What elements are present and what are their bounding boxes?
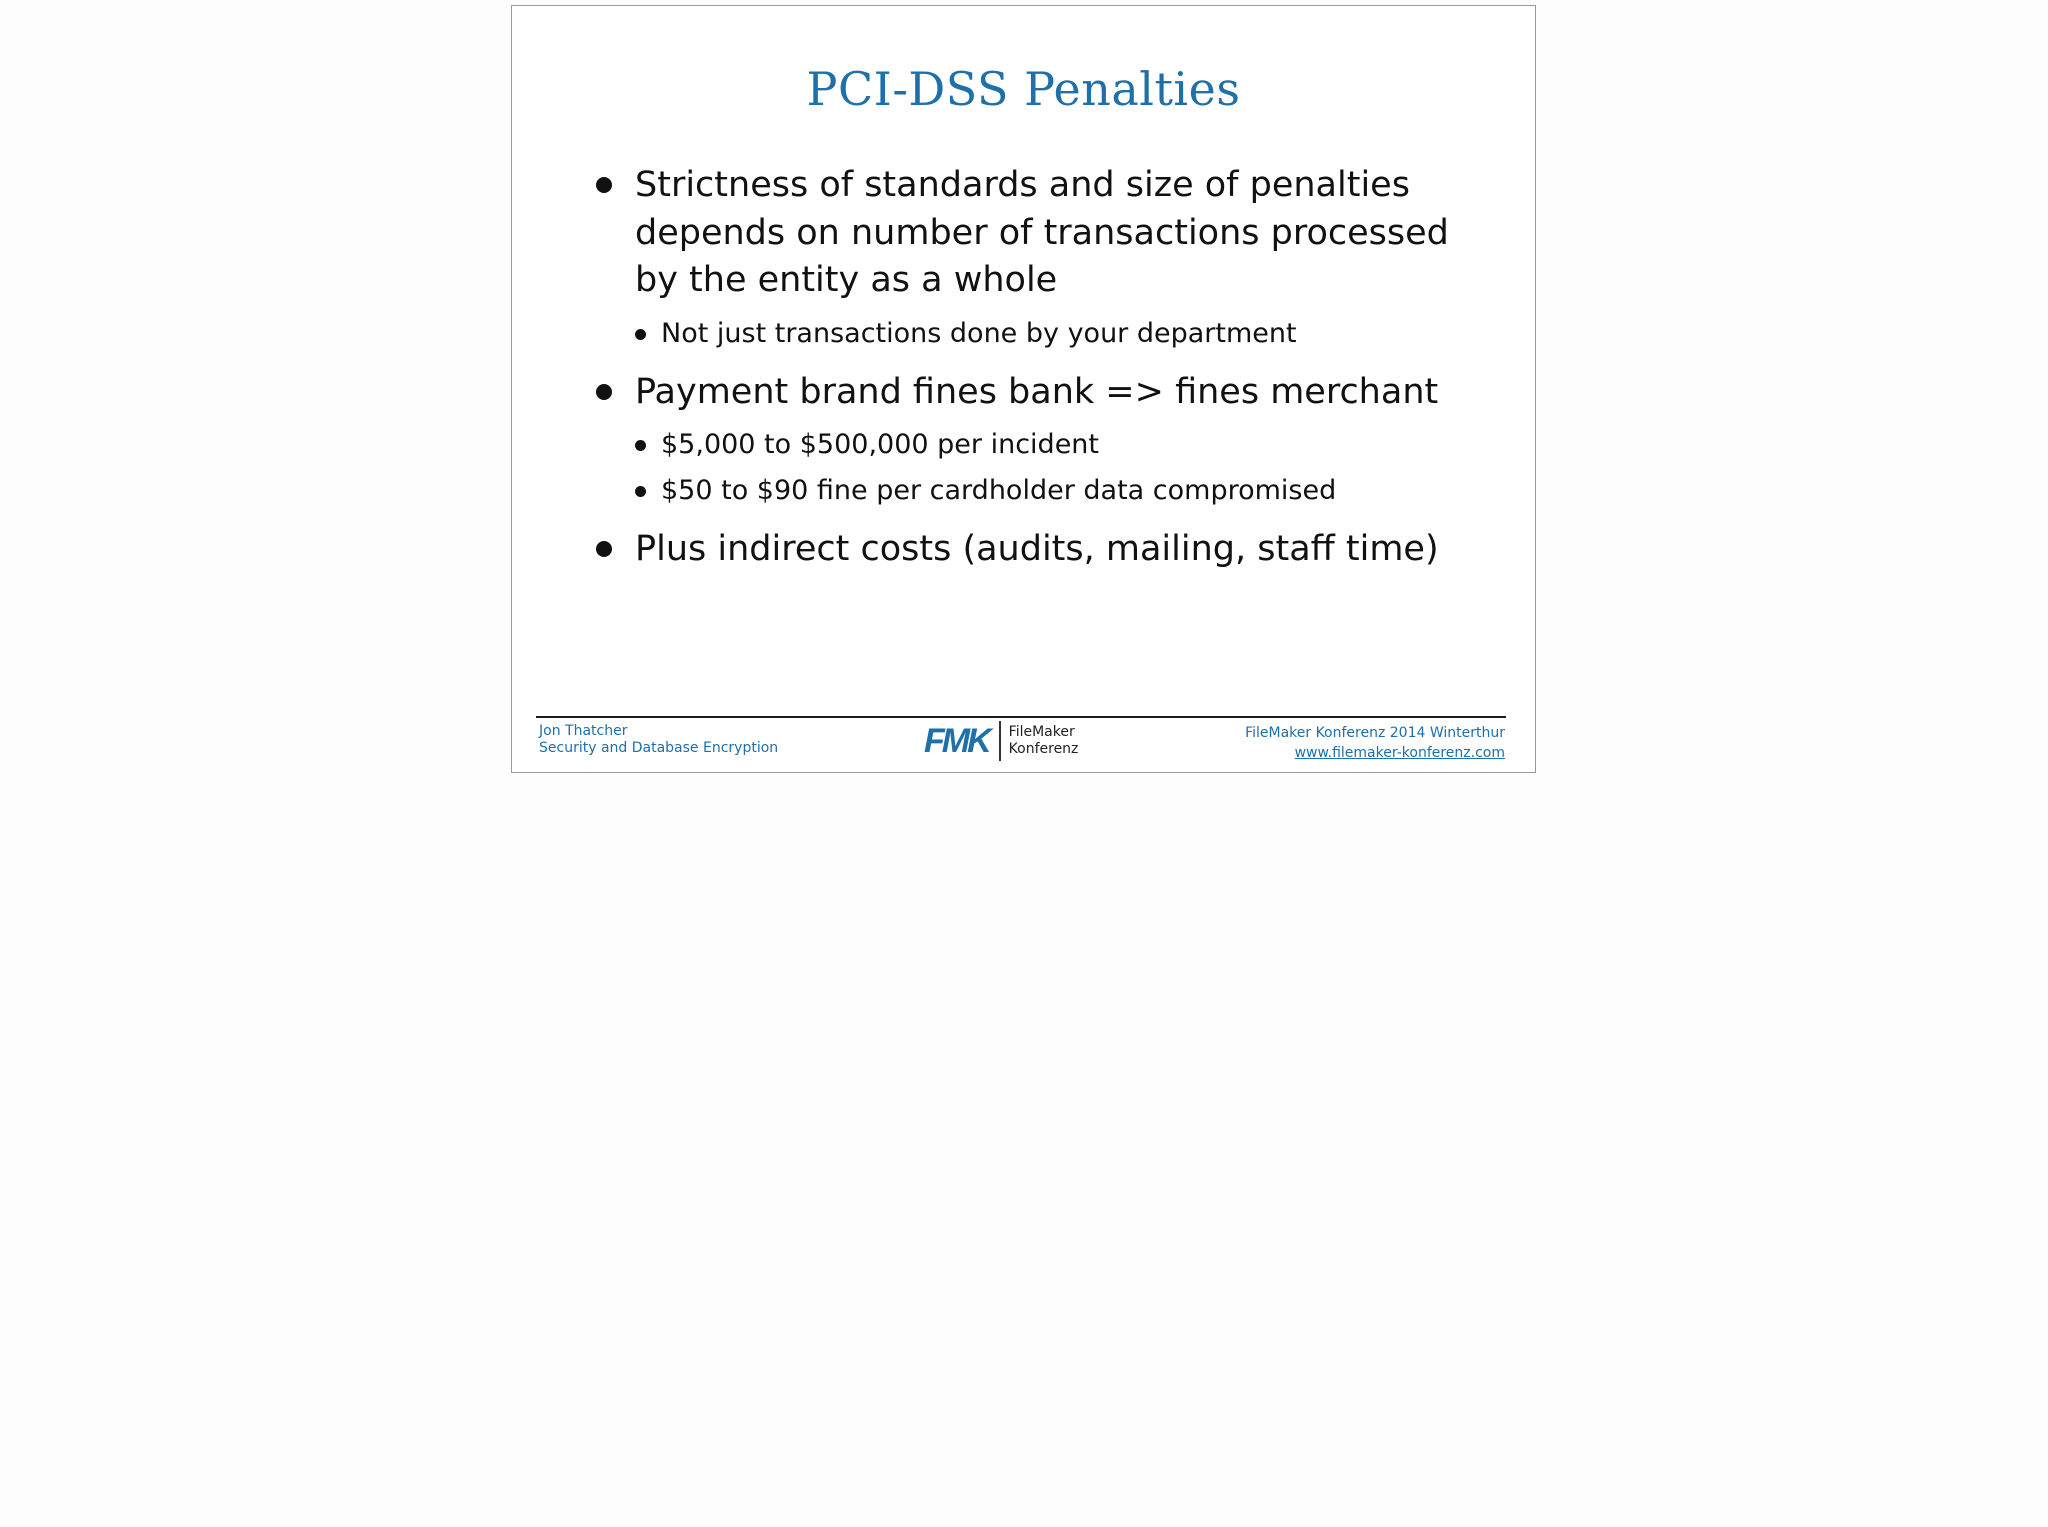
logo-separator bbox=[999, 721, 1001, 761]
slide bbox=[511, 5, 1536, 773]
bullet-dot-icon bbox=[596, 384, 612, 400]
footer-event: FileMaker Konferenz 2014 Winterthur bbox=[1245, 725, 1505, 741]
sub-bullet-item bbox=[635, 422, 1476, 468]
bullet-item bbox=[596, 526, 1476, 574]
logo-text bbox=[1009, 724, 1079, 758]
bullet-dot-icon bbox=[596, 541, 612, 557]
sub-bullet-text: $5,000 to $500,000 per incident bbox=[661, 429, 1099, 460]
bullet-dot-icon bbox=[635, 329, 646, 340]
bullet-item bbox=[596, 162, 1476, 305]
bullet-dot-icon bbox=[635, 486, 646, 497]
footer-right bbox=[1245, 723, 1505, 763]
fmk-logo bbox=[924, 720, 1078, 762]
sub-bullet-text: $50 to $90 fine per cardholder data compromised bbox=[661, 475, 1337, 506]
bullet-item bbox=[596, 369, 1476, 417]
sub-bullet-text: Not just transactions done by your department bbox=[661, 317, 1297, 349]
sub-bullet-item bbox=[635, 468, 1476, 514]
logo-line-2: Konferenz bbox=[1008, 741, 1079, 757]
logo-line-1: FileMaker bbox=[1008, 724, 1075, 740]
footer-left bbox=[539, 723, 778, 757]
fmk-logo-mark: FMK bbox=[924, 722, 989, 760]
footer-divider bbox=[536, 716, 1506, 718]
bullet-text: Strictness of standards and size of penalties depends on number of transactions processed by the entity as a whole bbox=[635, 165, 1449, 300]
footer-url-link[interactable]: www.filemaker-konferenz.com bbox=[1294, 745, 1505, 761]
bullet-text: Plus indirect costs (audits, mailing, staff time) bbox=[635, 529, 1439, 569]
bullet-text: Payment brand fines bank => fines merchant bbox=[635, 371, 1439, 412]
slide-title: PCI-DSS Penalties bbox=[806, 62, 1241, 116]
footer-talk-title: Security and Database Encryption bbox=[539, 740, 779, 756]
sub-bullet-item bbox=[635, 311, 1476, 357]
bullet-dot-icon bbox=[596, 177, 612, 193]
bullet-dot-icon bbox=[635, 440, 646, 451]
footer-author: Jon Thatcher bbox=[539, 723, 628, 739]
bullet-list bbox=[596, 162, 1476, 580]
